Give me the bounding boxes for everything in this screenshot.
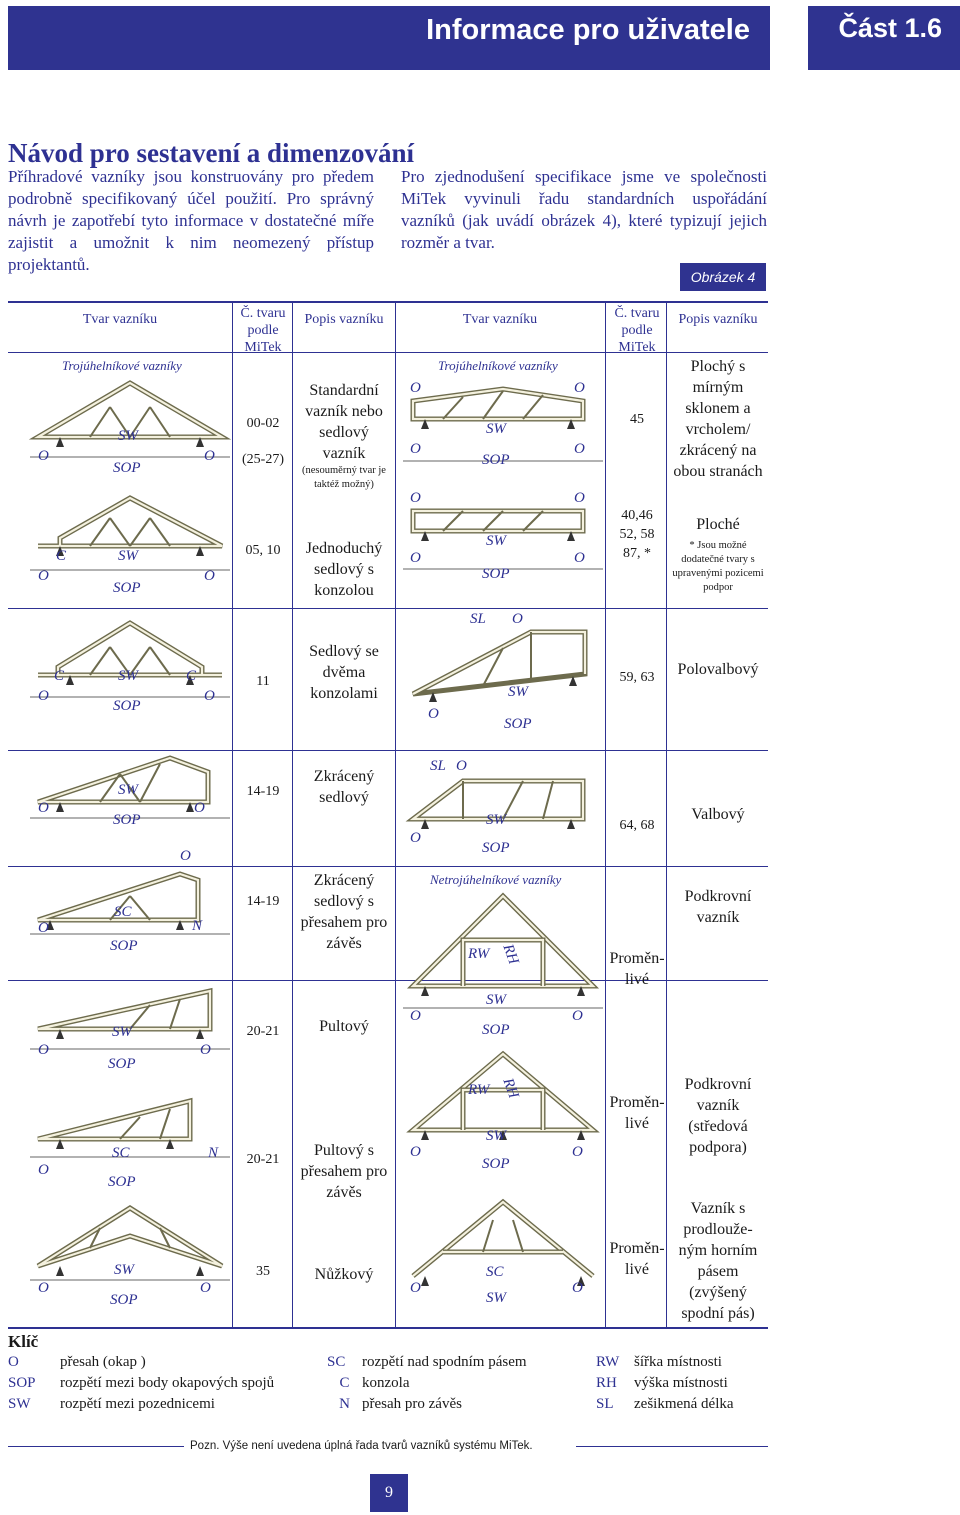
label-o: O (410, 1008, 421, 1024)
label-sw: SW (508, 684, 528, 700)
label-o: O (204, 568, 215, 584)
label-sl: SL (430, 758, 446, 774)
col-header-shape-left: Tvar vazníku (82, 312, 158, 327)
shape-code: 14-19 (246, 894, 280, 909)
label-sw: SW (118, 668, 138, 684)
shape-note: (nesouměrný tvar je taktéž možný) (302, 465, 386, 490)
shape-description: Ploché * Jsou možné dodatečné tvary s upravenými pozicemi podpor (670, 514, 766, 595)
shape-code: 35 (256, 1264, 270, 1279)
label-o: O (574, 380, 585, 396)
shape-code: 64, 68 (619, 818, 655, 833)
key-item: O přesah (okap ) (8, 1354, 146, 1370)
category-triangular-right: Trojúhelníkové vazníky (438, 358, 558, 373)
label-sop: SOP (504, 716, 532, 732)
footnote-rule-left (8, 1446, 184, 1447)
label-o: O (574, 441, 585, 457)
footnote-rule-right (576, 1446, 768, 1447)
shape-code: 20-21 (246, 1024, 280, 1039)
truss-diagram-half-hip (403, 630, 603, 710)
label-o: O (200, 1042, 211, 1058)
label-o: O (410, 1144, 421, 1160)
category-nontriangular: Netrojúhelníkové vazníky (430, 872, 562, 887)
shape-description: Zkrácený sedlový s přesahem pro závěs (300, 872, 388, 952)
label-o: O (456, 758, 467, 774)
shape-description: Vazník s prodlouže-ným horním pásem (zvýšený spodní pás) (678, 1200, 758, 1322)
label-rh: RH (499, 942, 522, 967)
label-sop: SOP (482, 566, 510, 582)
col-header-desc-right: Popis vazníku (678, 312, 758, 327)
shape-description: Valbový (691, 806, 745, 823)
label-sc: SC (114, 904, 132, 920)
label-o: O (200, 1280, 211, 1296)
label-o: O (38, 448, 49, 464)
col-header-code-left: Č. tvaru podle MiTek (240, 306, 286, 355)
label-sop: SOP (110, 938, 138, 954)
label-sw: SW (486, 421, 506, 437)
label-n: N (192, 918, 203, 934)
label-o: O (410, 490, 421, 506)
col-header-desc-left: Popis vazníku (304, 312, 384, 327)
key-item: SW rozpětí mezi pozednicemi (8, 1396, 215, 1412)
label-sop: SOP (108, 1056, 136, 1072)
label-sc: SC (112, 1145, 130, 1161)
label-sw: SW (486, 1290, 506, 1306)
label-o: O (512, 611, 523, 627)
shape-code: 14-19 (246, 784, 280, 799)
label-sw: SW (486, 1128, 506, 1144)
label-o: O (38, 1042, 49, 1058)
shape-code: Proměn-livé (609, 1240, 665, 1278)
label-rw: RW (468, 1082, 490, 1098)
label-sop: SOP (113, 580, 141, 596)
key-item: SOP rozpětí mezi body okapových spojů (8, 1375, 275, 1391)
table-bottom-rule (8, 1327, 768, 1329)
label-n: N (208, 1145, 219, 1161)
label-o: O (194, 800, 205, 816)
label-sw: SW (118, 782, 138, 798)
label-o: O (410, 380, 421, 396)
shape-code: 00-02 (246, 416, 280, 431)
shape-code: 45 (630, 412, 644, 427)
page-title: Návod pro sestavení a dimenzování (8, 138, 415, 168)
label-sop: SOP (110, 1292, 138, 1308)
shape-code: Proměn-livé (609, 1094, 665, 1132)
label-sop: SOP (113, 698, 141, 714)
key-item: RH výška místnosti (596, 1375, 728, 1391)
key-title: Klíč (8, 1332, 39, 1351)
label-o: O (410, 441, 421, 457)
shape-description: Standardní vazník nebo sedlový vazník (nesouměrný tvar je taktéž možný) (296, 380, 392, 492)
shape-description: Sedlový se dvěma konzolami (309, 643, 379, 702)
col-divider-2 (292, 301, 293, 1328)
label-o: O (572, 1144, 583, 1160)
key-item: C konzola (339, 1375, 410, 1391)
shape-note: * Jsou možné dodatečné tvary s upravenými pozicemi podpor (672, 540, 764, 593)
label-o: O (410, 550, 421, 566)
label-sop: SOP (482, 1022, 510, 1038)
label-o: O (38, 1162, 49, 1178)
label-rh: RH (499, 1076, 522, 1101)
row-rule (8, 750, 768, 751)
key-item: SL zešikmená délka (596, 1396, 734, 1412)
key-item: RW šířka místnosti (596, 1354, 722, 1370)
footnote: Pozn. Výše není uvedena úplná řada tvarů vazníků systému MiTek. (190, 1440, 533, 1452)
label-sw: SW (118, 548, 138, 564)
shape-code: (25-27) (242, 452, 284, 467)
label-c: C (56, 548, 67, 564)
truss-diagram-attic (403, 890, 603, 1000)
label-o: O (38, 688, 49, 704)
label-sw: SW (112, 1024, 132, 1040)
col-header-code-right: Č. tvaru podle MiTek (614, 306, 660, 355)
label-o: O (204, 688, 215, 704)
truss-diagram-hip (403, 775, 603, 845)
truss-diagram-standard (30, 375, 230, 465)
header-title: Informace pro uživatele (426, 14, 750, 46)
shape-description: Pultový (319, 1018, 369, 1035)
shape-code: 05, 10 (245, 543, 281, 558)
key-item: N přesah pro závěs (339, 1396, 462, 1412)
truss-diagram-cantilever (30, 490, 230, 580)
shape-code: 59, 63 (619, 670, 655, 685)
key-item: SC rozpětí nad spodním pásem (327, 1354, 527, 1370)
label-sl: SL (470, 611, 486, 627)
shape-description: Jednoduchý sedlový s konzolou (305, 540, 383, 599)
shape-code: 20-21 (246, 1152, 280, 1167)
shape-description: Podkrovní vazník (středová podpora) (684, 1076, 752, 1156)
truss-diagram-mono-nib (30, 1095, 230, 1185)
shape-description: Podkrovní vazník (684, 888, 752, 926)
label-o: O (180, 848, 191, 864)
shape-code: 40,46 52, 58 87, * (619, 508, 655, 561)
col-divider-4 (666, 301, 667, 1328)
category-triangular-left: Trojúhelníkové vazníky (62, 358, 182, 373)
label-o: O (204, 448, 215, 464)
label-o: O (410, 830, 421, 846)
intro-right: Pro zjednodušení specifikace jsme ve společnosti MiTek vyvinuli řadu standardních uspořádání vazníků (jak uvádí obrázek 4), které typizují jejich rozměr a tvar. (401, 167, 767, 252)
label-sw: SW (486, 812, 506, 828)
table-top-rule (8, 301, 768, 303)
shape-description: Nůžkový (314, 1266, 374, 1283)
label-sop: SOP (482, 840, 510, 856)
header-part-badge: Část 1.6 (808, 6, 960, 70)
label-sop: SOP (108, 1174, 136, 1190)
label-sw: SW (486, 992, 506, 1008)
col-divider-1 (232, 301, 233, 1328)
shape-description: Zkrácený sedlový (313, 768, 375, 806)
label-o: O (574, 550, 585, 566)
label-o: O (38, 1280, 49, 1296)
shape-description: Plochý s mírným sklonem a vrcholem/ zkrácený na obou stranách (673, 358, 763, 480)
label-o: O (428, 706, 439, 722)
label-o: O (574, 490, 585, 506)
shape-description: Pultový s přesahem pro závěs (300, 1142, 388, 1201)
row-rule (8, 608, 768, 609)
label-o: O (410, 1280, 421, 1296)
col-divider-3 (605, 301, 606, 1328)
truss-diagram-double-cantilever (30, 615, 230, 705)
shape-code: 11 (256, 674, 270, 689)
label-sop: SOP (482, 1156, 510, 1172)
label-o: O (572, 1280, 583, 1296)
label-o: O (572, 1008, 583, 1024)
shape-description: Polovalbový (677, 661, 759, 678)
label-o: O (38, 568, 49, 584)
label-sw: SW (118, 428, 138, 444)
label-o: O (38, 800, 49, 816)
row-rule (8, 866, 768, 867)
shape-code: Proměn-livé (609, 950, 665, 988)
intro-left: Příhradové vazníky jsou konstruovány pro předem podrobně specifikovaný účel použití. Pro správný návrh je zapotřebí tyto informace v dostatečné míře zajistit a umožnit k nim neomezený přístup projektantů. (8, 167, 374, 274)
figure-label: Obrázek 4 (680, 263, 766, 291)
label-sop: SOP (113, 460, 141, 476)
label-sw: SW (114, 1262, 134, 1278)
label-sop: SOP (482, 452, 510, 468)
page-number: 9 (370, 1474, 408, 1512)
label-o: O (38, 920, 49, 936)
label-sc: SC (486, 1264, 504, 1280)
col-divider-center (395, 301, 396, 1328)
label-rw: RW (468, 946, 490, 962)
label-c: C (54, 668, 65, 684)
col-header-shape-right: Tvar vazníku (462, 312, 538, 327)
label-sw: SW (486, 533, 506, 549)
label-c: C (186, 668, 197, 684)
label-sop: SOP (113, 812, 141, 828)
